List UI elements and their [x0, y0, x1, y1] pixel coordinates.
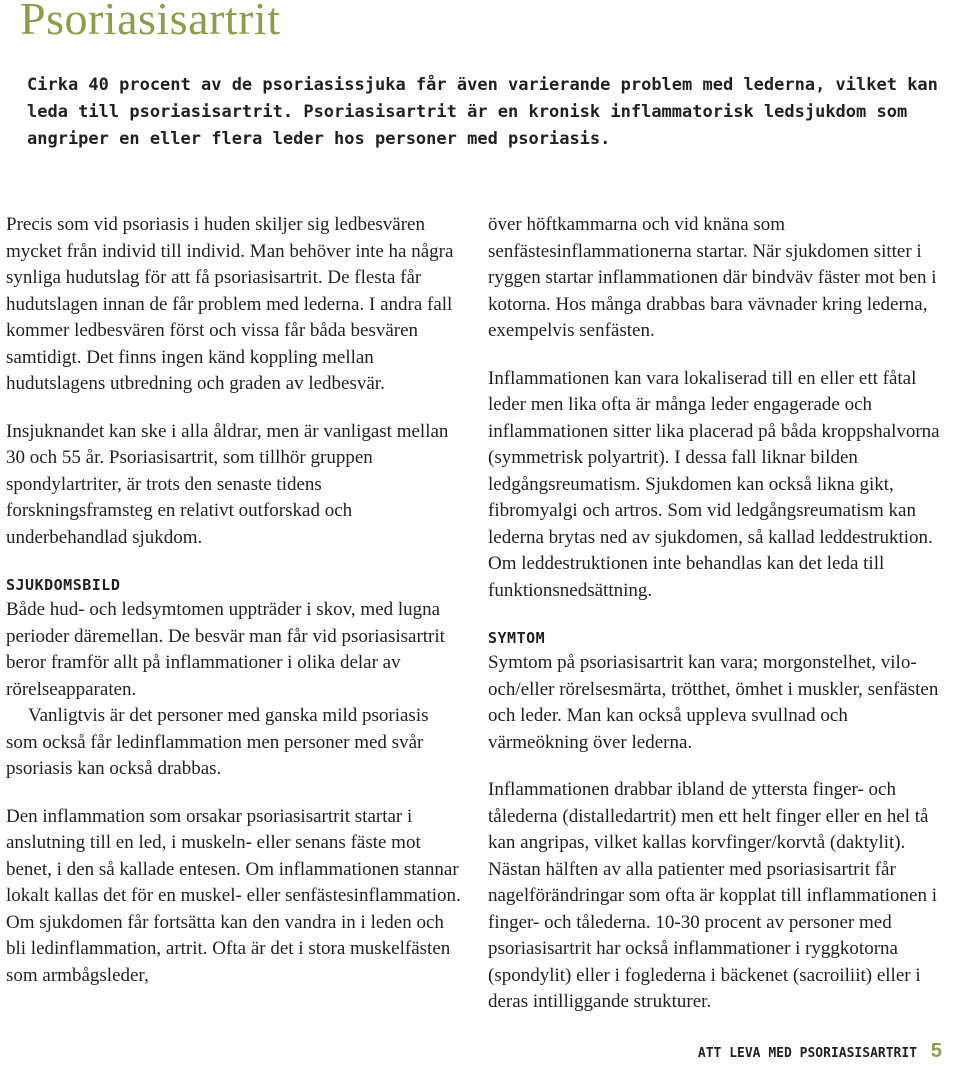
- heading-symtom: SYMTOM: [488, 629, 546, 647]
- right-column: [488, 212, 946, 1016]
- left-paragraph-2: Insjuknandet kan ske i alla åldrar, men är vanligast mellan 30 och 55 år. Psoriasisartrit, som tillhör gruppen spondylartriter, är trots den senaste tidens forskningsframsteg en relativt outforskad och underbehandlad sjukdom.: [6, 420, 449, 548]
- left-paragraph-4: Vanligtvis är det personer med ganska mild psoriasis som också får ledinflammation men personer med svår psoriasis kan också drabbas.: [6, 705, 429, 779]
- right-paragraph-2: Inflammationen kan vara lokaliserad till en eller ett fåtal leder men lika ofta är många leder engagerade och inflammationen sitter lika placerad på båda kroppshalvorna (symmetrisk polyartrit). I dessa fall liknar bilden ledgångsreumatism. Sjukdomen kan också likna gikt, fibromyalgi och artros. Som vid ledgångsreumatism kan lederna brytas ned av sjukdomen, så kallad leddestruktion. Om leddestruktionen inte behandlas kan det leda till funktionsnedsättning.: [488, 367, 940, 601]
- left-paragraph-5: Den inflammation som orsakar psoriasisartrit startar i anslutning till en led, i muskeln- eller senans fäste mot benet, i den så kallade entesen. Om inflammationen stannar lokalt kallas det för en muskel- eller senfästesinflammation. Om sjukdomen får fortsätta kan den vandra in i leden och bli ledinflammation, artrit. Ofta är det i stora muskelfästen som armbågsleder,: [6, 805, 461, 986]
- right-paragraph-1: över höftkammarna och vid knäna som senfästesinflammationerna startar. När sjukdomen sitter i ryggen startar inflammationen där bindväv fäster mot ben i kotorna. Hos många drabbas bara vävnader kring lederna, exempelvis senfästen.: [488, 214, 937, 341]
- running-title: ATT LEVA MED PSORIASISARTRIT: [697, 1046, 918, 1061]
- page-title: Psoriasisartrit: [20, 0, 281, 44]
- intro-paragraph: Cirka 40 procent av de psoriasissjuka får även varierande problem med lederna, vilket kan leda till psoriasisartrit. Psoriasisartrit är en kronisk inflammatorisk ledsjukdom som angriper en eller flera leder hos personer med psoriasis.: [27, 75, 938, 149]
- right-paragraph-3: Symtom på psoriasisartrit kan vara; morgonstelhet, vilo- och/eller rörelsesmärta, trötthet, ömhet i muskler, senfästen och leder. Man kan också uppleva svullnad och värmeökning över lederna.: [488, 652, 939, 753]
- right-paragraph-4: Inflammationen drabbar ibland de yttersta finger- och tålederna (distalledartrit) men ett helt finger eller en hel tå kan angripas, vilket kallas korvfinger/korvtå (daktylit). Nästan hälften av alla patienter med psoriasisartrit får nagelförändringar som ofta är kopplat till inflammationen i finger- och tålederna. 10-30 procent av personer med psoriasisartrit har också inflammationer i ryggkotorna (spondylit) eller i foglederna i bäckenet (sacroiliit) eller i deras intilliggande strukturer.: [488, 779, 938, 1012]
- left-paragraph-1: Precis som vid psoriasis i huden skiljer sig ledbesvären mycket från individ till individ. Man behöver inte ha några synliga hudutslag för att få psoriasisartrit. De flesta får hudutslagen innan de får problem med lederna. I andra fall kommer ledbesvären först och vissa får båda besvären samtidigt. Det finns ingen känd koppling mellan hudutslagens utbredning och graden av ledbesvär.: [6, 214, 454, 394]
- left-paragraph-3: Både hud- och ledsymtomen uppträder i skov, med lugna perioder däremellan. De besvär man får vid psoriasisartrit beror framför allt på inflammationer i olika delar av rörelseapparaten.: [6, 599, 445, 700]
- page-footer: [698, 1040, 942, 1063]
- page-number: 5: [930, 1040, 942, 1062]
- left-column: [6, 212, 461, 989]
- heading-sjukdomsbild: SJUKDOMSBILD: [6, 576, 121, 594]
